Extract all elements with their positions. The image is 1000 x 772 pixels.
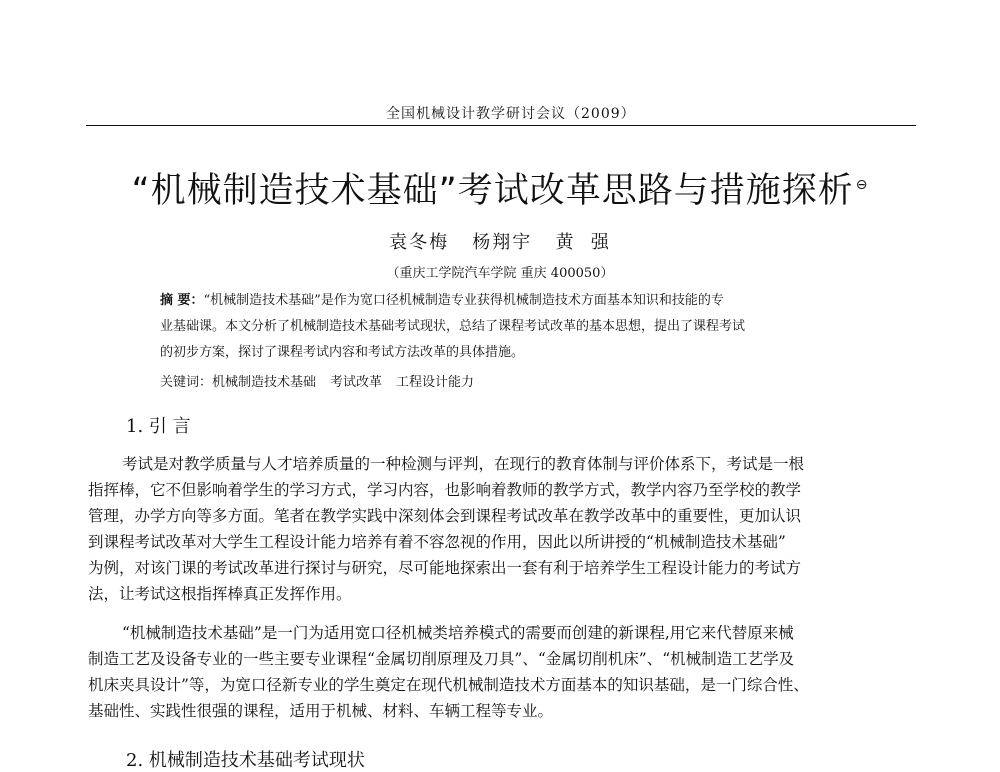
keywords	[160, 371, 488, 390]
text-line: 制造工艺及设备专业的一些主要专业课程“金属切削原理及刀具”、“金属切削机床”、“机械制造工艺学及	[88, 650, 795, 668]
text-line: “机械制造技术基础”是一门为适用宽口径机械类培养模式的需要而创建的新课程,用它来代替原来械	[122, 624, 794, 642]
section-heading-introduction: 1. 引 言	[126, 416, 191, 437]
affiliation: （重庆工学院汽车学院 重庆 400050）	[386, 266, 614, 281]
text-line: 基础性、实践性很强的课程，适用于机械、材料、车辆工程等专业。	[88, 702, 554, 720]
abstract-line: 业基础课。本文分析了机械制造技术基础考试现状，总结了课程考试改革的基本思想，提出了课程考试	[160, 319, 746, 334]
footnote-mark: ⊖	[855, 177, 869, 194]
text-line: 指挥棒，它不但影响着学生的学习方式，学习内容，也影响着教师的教学方式，教学内容乃至学校的教学	[88, 481, 802, 499]
keyword: 机械制造技术基础	[212, 375, 317, 390]
keyword: 考试改革	[330, 375, 383, 390]
text-line: 考试是对教学质量与人才培养质量的一种检测与评判，在现行的教育体制与评价体系下，考试是一根	[122, 455, 805, 473]
title-text: “机械制造技术基础”考试改革思路与措施探析	[131, 171, 854, 211]
abstract	[160, 288, 850, 366]
running-header: 全国机械设计教学研讨会议（2009）	[386, 106, 636, 122]
authors: 袁冬梅 杨翔宇 黄 强	[389, 232, 611, 253]
text-line: 法，让考试这根指挥棒真正发挥作用。	[88, 585, 352, 603]
paper-title	[0, 163, 1000, 213]
section-heading-exam-status: 2. 机械制造技术基础考试现状	[126, 750, 365, 771]
text-line: 管理，办学方向等多方面。笔者在教学实践中深刻体会到课程考试改革在教学改革中的重要性，更加认识	[88, 507, 802, 525]
body-paragraph	[88, 620, 924, 724]
abstract-line: 的初步方案，探讨了课程考试内容和考试方法改革的具体措施。	[160, 345, 525, 360]
body-paragraph	[88, 451, 924, 607]
keywords-label: 关键词：	[160, 375, 213, 390]
text-line: 到课程考试改革对大学生工程设计能力培养有着不容忽视的作用，因此以所讲授的“机械制造技术基础”	[88, 533, 786, 551]
abstract-label: 摘 要：	[160, 293, 204, 308]
abstract-line: 摘 要：“机械制造技术基础”是作为宽口径机械制造专业获得机械制造技术方面基本知识和技能的专	[160, 293, 724, 308]
text-line: 机床夹具设计”等，为宽口径新专业的学生奠定在现代机械制造技术方面基本的知识基础，是一门综合性、	[88, 676, 809, 694]
text-line: 为例，对该门课的考试改革进行探讨与研究，尽可能地探索出一套有利于培养学生工程设计能力的考试方	[88, 559, 802, 577]
keyword: 工程设计能力	[396, 375, 475, 390]
header-rule	[86, 125, 916, 126]
